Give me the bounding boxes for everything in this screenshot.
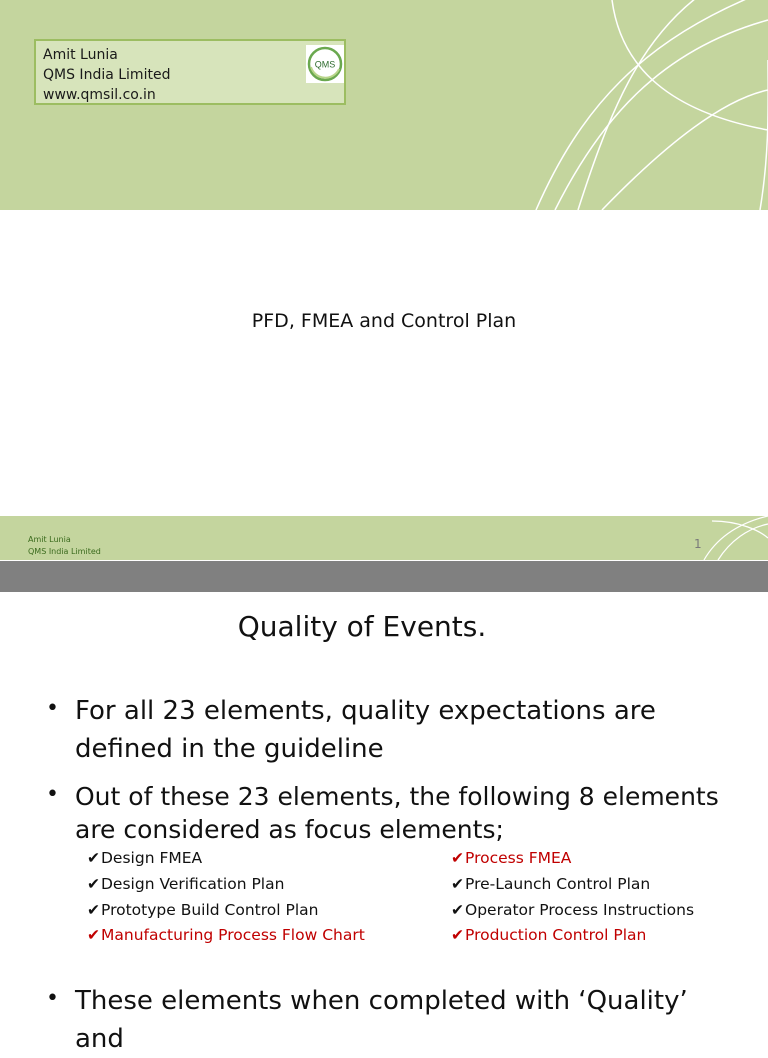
- author-website[interactable]: www.qmsil.co.in: [43, 87, 156, 103]
- author-info-box: [34, 39, 346, 105]
- focus-element: [451, 874, 650, 894]
- focus-element: [451, 900, 694, 920]
- slide-title: PFD, FMEA and Control Plan: [251, 310, 517, 332]
- focus-element-label: Design FMEA: [101, 849, 203, 867]
- bullet-marker: •: [46, 986, 59, 1011]
- focus-element-label: Production Control Plan: [465, 926, 647, 944]
- slide-2-title: Quality of Events.: [237, 610, 487, 643]
- focus-element-label: Process FMEA: [465, 849, 572, 867]
- focus-element: [87, 900, 318, 920]
- focus-element-label: Design Verification Plan: [101, 875, 285, 893]
- focus-element-label: Prototype Build Control Plan: [101, 901, 319, 919]
- bullet-1: For all 23 elements, quality expectations are defined in the guideline: [75, 696, 656, 764]
- author-name: Amit Lunia: [43, 47, 118, 63]
- check-mark-icon: ✔: [87, 901, 100, 919]
- check-mark-icon: ✔: [451, 926, 464, 944]
- check-mark-icon: ✔: [451, 875, 464, 893]
- header-band: [0, 0, 768, 210]
- logo-text: QMS: [314, 59, 336, 70]
- decorative-arcs: [0, 0, 768, 210]
- page-number: 1: [694, 537, 702, 551]
- check-mark-icon: ✔: [87, 849, 100, 867]
- focus-element-label: Operator Process Instructions: [465, 901, 695, 919]
- focus-element: [451, 848, 571, 868]
- qms-logo: [306, 45, 344, 83]
- author-company: QMS India Limited: [43, 67, 171, 83]
- bullet-marker: •: [46, 696, 59, 721]
- focus-element-label: Manufacturing Process Flow Chart: [101, 926, 365, 944]
- focus-element: [451, 925, 646, 945]
- focus-element: [87, 848, 202, 868]
- focus-element: [87, 874, 284, 894]
- check-mark-icon: ✔: [451, 901, 464, 919]
- footer-band: [0, 516, 768, 560]
- focus-element-label: Pre-Launch Control Plan: [465, 875, 651, 893]
- check-mark-icon: ✔: [87, 875, 100, 893]
- qms-logo-icon: [306, 45, 344, 83]
- bullet-2: Out of these 23 elements, the following 8 elements are considered as focus elements;: [75, 782, 719, 844]
- bullet-3: These elements when completed with ‘Quality’ and: [75, 986, 688, 1054]
- footer-company: QMS India Limited: [28, 547, 101, 556]
- check-mark-icon: ✔: [87, 926, 100, 944]
- slide-divider: [0, 561, 768, 592]
- check-mark-icon: ✔: [451, 849, 464, 867]
- bullet-marker: •: [46, 782, 59, 807]
- footer-arcs: [0, 516, 768, 560]
- focus-element: [87, 925, 365, 945]
- footer-name: Amit Lunia: [28, 535, 71, 544]
- slide-2: [0, 592, 768, 1054]
